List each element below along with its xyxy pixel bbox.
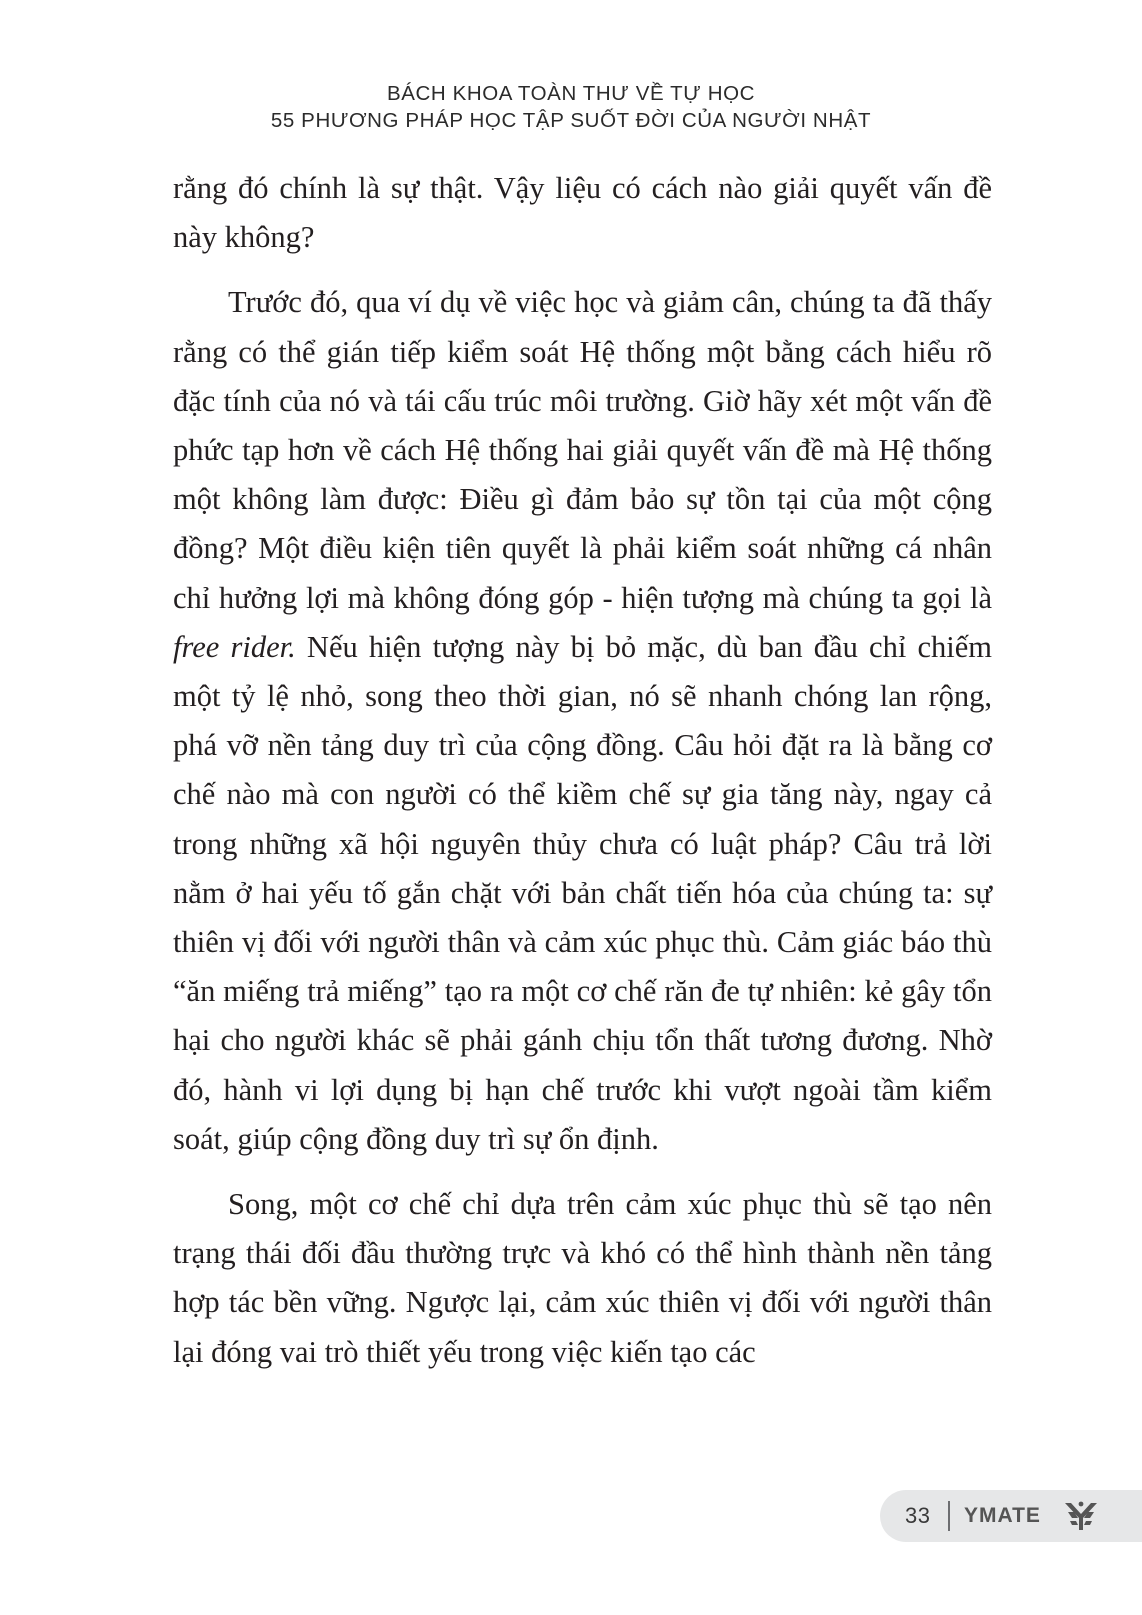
running-header	[0, 80, 1142, 134]
free-rider-term: free rider.	[173, 629, 296, 664]
body-text	[173, 164, 992, 1377]
ymate-logo-icon	[1064, 1500, 1098, 1532]
book-title-line-1: BÁCH KHOA TOÀN THƯ VỀ TỰ HỌC	[386, 82, 756, 105]
paragraph-2-text-start: Trước đó, qua ví dụ về việc học và giảm cân, chúng ta đã thấy rằng có thể gián tiếp kiểm soát Hệ thống một bằng cách hiểu rõ đặc tính của nó và tái cấu trúc môi trường. Giờ hãy xét một vấn đề phức tạp hơn về cách Hệ thống hai giải quyết vấn đề mà Hệ thống một không làm được: Điều gì đảm bảo sự tồn tại của một cộng đồng? Một điều kiện tiên quyết là phải kiểm soát những cá nhân chỉ hưởng lợi mà không đóng góp - hiện tượng mà chúng ta gọi là	[173, 285, 992, 615]
page-footer-tab	[880, 1490, 1142, 1542]
paragraph-2-text-end: Nếu hiện tượng này bị bỏ mặc, dù ban đầu chỉ chiếm một tỷ lệ nhỏ, song theo thời gian, nó sẽ nhanh chóng lan rộng, phá vỡ nền tảng duy trì của cộng đồng. Câu hỏi đặt ra là bằng cơ chế nào mà con người có thể kiềm chế sự gia tăng này, ngay cả trong những xã hội nguyên thủy chưa có luật pháp? Câu trả lời nằm ở hai yếu tố gắn chặt với bản chất tiến hóa của chúng ta: sự thiên vị đối với người thân và cảm xúc phục thù. Cảm giác báo thù “ăn miếng trả miếng” tạo ra một cơ chế răn đe tự nhiên: kẻ gây tổn hại cho người khác sẽ phải gánh chịu tổn thất tương đương. Nhờ đó, hành vi lợi dụng bị hạn chế trước khi vượt ngoài tầm kiểm soát, giúp cộng đồng duy trì sự ổn định.	[173, 629, 992, 1156]
paragraph-3: Song, một cơ chế chỉ dựa trên cảm xúc phục thù sẽ tạo nên trạng thái đối đầu thường trực và khó có thể hình thành nền tảng hợp tác bền vững. Ngược lại, cảm xúc thiên vị đối với người thân lại đóng vai trò thiết yếu trong việc kiến tạo các	[173, 1187, 992, 1369]
paragraph-1: rằng đó chính là sự thật. Vậy liệu có cách nào giải quyết vấn đề này không?	[173, 171, 992, 255]
book-title-line-2: 55 PHƯƠNG PHÁP HỌC TẬP SUỐT ĐỜI CỦA NGƯỜI NHẬT	[270, 109, 872, 132]
footer-divider	[948, 1501, 950, 1531]
publisher-brand: YMATE	[964, 1504, 1041, 1527]
page-number: 33	[905, 1503, 931, 1528]
paragraph-2	[173, 278, 992, 1164]
